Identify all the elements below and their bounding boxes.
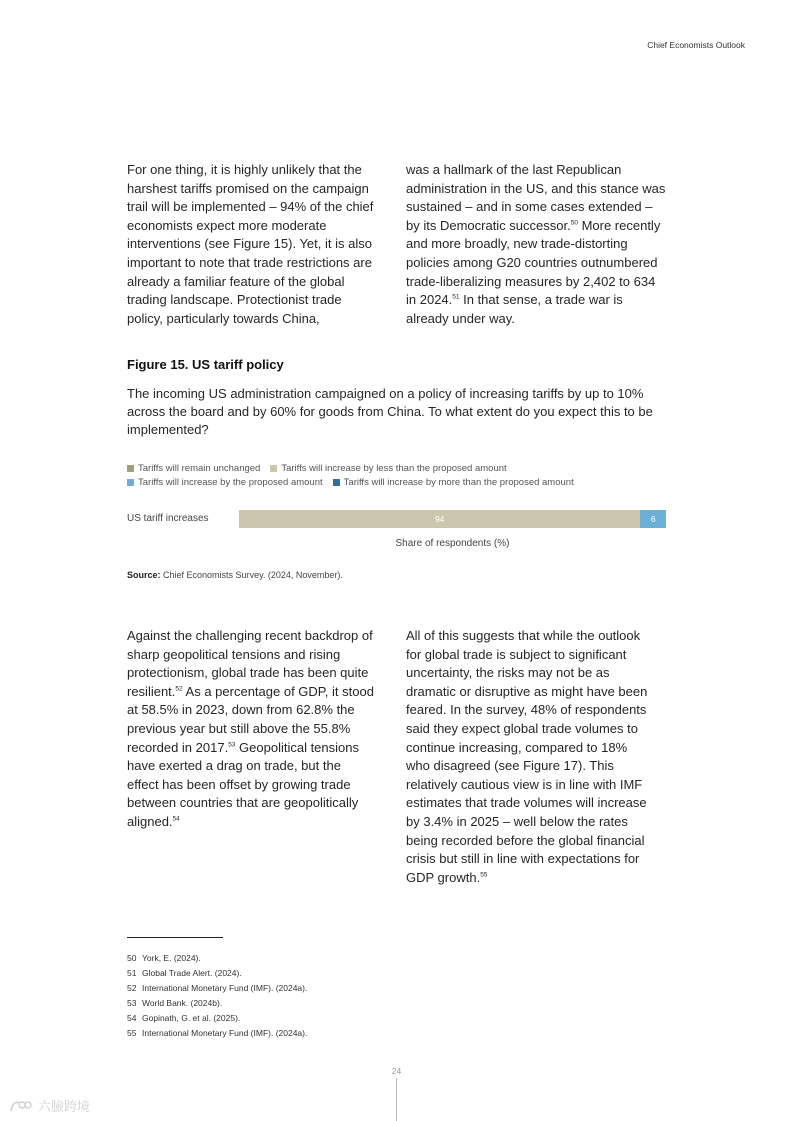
figure-source	[127, 570, 343, 580]
legend-swatch	[270, 465, 277, 472]
text-run: All of this suggests that while the outlook for global trade is subject to significant uncertainty, the risks may not be as dramatic or disruptive as might have been feared. In the survey, 48% of respondents said they expect global trade volumes to continue increasing, compared to 18% who disagreed (see Figure 17). This relatively cautious view is in line with IMF estimates that trade volumes will increase by 3.4% in 2025 – well below the rates being recorded before the global financial crisis but still in line with expectations for GDP growth.	[406, 628, 648, 885]
legend-row	[127, 461, 687, 475]
footnote-number: 50	[127, 953, 137, 963]
footnote-number: 51	[127, 968, 137, 978]
footnote-divider	[127, 937, 223, 938]
paragraph: For one thing, it is highly unlikely that the harshest tariffs promised on the campaign trail will be implemented – 94% of the chief economists expect more moderate interventions (see Figure 15). Yet, it is also important to note that trade restrictions are already a familiar feature of the global trading landscape. Protectionist trade policy, particularly towards China,	[127, 162, 374, 326]
footnote-text: World Bank. (2024b).	[142, 998, 223, 1008]
chart-bar-segment	[640, 510, 666, 528]
legend-label: Tariffs will remain unchanged	[138, 462, 261, 474]
chart-x-axis-title: Share of respondents (%)	[395, 538, 510, 549]
page-divider	[396, 1078, 397, 1121]
legend-swatch	[127, 465, 134, 472]
footnote-number: 55	[127, 1028, 137, 1038]
footnote-ref[interactable]: 50	[570, 219, 578, 227]
legend-item	[270, 461, 506, 475]
chart-data-label: 94	[434, 514, 445, 524]
text-run: Against the challenging recent backdrop of sharp geopolitical tensions and rising protectionism, global trade has been quite resilient.	[127, 628, 373, 699]
chart-bar-segment	[239, 510, 640, 528]
watermark	[8, 1096, 90, 1115]
source-label: Source:	[127, 570, 161, 580]
figure-title: Figure 15. US tariff policy	[127, 357, 284, 372]
chart-bar-track	[239, 510, 666, 528]
running-header: Chief Economists Outlook	[647, 40, 745, 50]
chart-legend	[127, 461, 687, 489]
footnote-text: Gopinath, G. et al. (2025).	[142, 1013, 241, 1023]
paragraph	[406, 161, 668, 328]
text-run: Geopolitical tensions have exerted a drag on trade, but the effect has been offset by growing trade between countries that are geopolitically aligned.	[127, 739, 359, 829]
figure-question: The incoming US administration campaigned on a policy of increasing tariffs by up to 10% across the board and by 60% for goods from China. To what extent do you expect this to be implemented?	[127, 386, 653, 438]
footnote-text: International Monetary Fund (IMF). (2024a).	[142, 983, 308, 993]
text-run: As a percentage of GDP, it stood at 58.5% in 2023, down from 62.8% the previous year but still above the 55.8% recorded in 2017.	[127, 683, 374, 755]
page-number: 24	[391, 1066, 402, 1076]
text-run: was a hallmark of the last Republican administration in the US, and this stance was sustained – and in some cases extended – by its Democratic successor.	[406, 162, 666, 233]
legend-swatch	[127, 479, 134, 486]
paragraph	[127, 627, 375, 832]
footnote	[127, 966, 307, 981]
legend-item	[127, 461, 260, 475]
footnote	[127, 996, 307, 1011]
paragraph	[406, 627, 654, 887]
footnote	[127, 981, 307, 996]
footnote-number: 52	[127, 983, 137, 993]
watermark-text: 六臉跨境	[38, 1099, 91, 1114]
footnote-ref[interactable]: 54	[172, 815, 180, 823]
footnote	[127, 951, 307, 966]
footnote-ref[interactable]: 55	[480, 871, 488, 879]
chart-data-label: 6	[650, 514, 656, 524]
legend-row	[127, 475, 687, 489]
footnote	[127, 1011, 307, 1026]
footnote-number: 54	[127, 1013, 137, 1023]
footnote-text: International Monetary Fund (IMF). (2024a).	[142, 1028, 308, 1038]
body-column-bottom-right	[406, 627, 654, 887]
chart-category-label: US tariff increases	[127, 513, 209, 524]
footnote-ref[interactable]: 53	[228, 741, 236, 749]
legend-label: Tariffs will increase by more than the proposed amount	[343, 476, 574, 488]
watermark-logo-icon	[8, 1098, 34, 1114]
legend-label: Tariffs will increase by less than the proposed amount	[281, 462, 507, 474]
footnote-ref[interactable]: 51	[452, 293, 460, 301]
footnotes	[127, 951, 307, 1041]
text-run: More recently and more broadly, new trade-distorting policies among G20 countries outnumbered trade-liberalizing measures by 2,402 to 634 in 2024.	[406, 217, 661, 308]
footnote-text: York, E. (2024).	[142, 953, 201, 963]
footnote-ref[interactable]: 52	[175, 685, 183, 693]
body-column-top-right	[406, 161, 668, 328]
body-column-bottom-left	[127, 627, 375, 832]
legend-item	[333, 475, 574, 489]
legend-label: Tariffs will increase by the proposed amount	[138, 476, 323, 488]
body-column-top-left	[127, 161, 375, 328]
footnote	[127, 1026, 307, 1041]
footnote-text: Global Trade Alert. (2024).	[142, 968, 242, 978]
footnote-number: 53	[127, 998, 137, 1008]
legend-swatch	[333, 479, 340, 486]
source-text: Chief Economists Survey. (2024, November).	[163, 570, 343, 580]
legend-item	[127, 475, 323, 489]
text-run: In that sense, a trade war is already under way.	[406, 292, 623, 326]
